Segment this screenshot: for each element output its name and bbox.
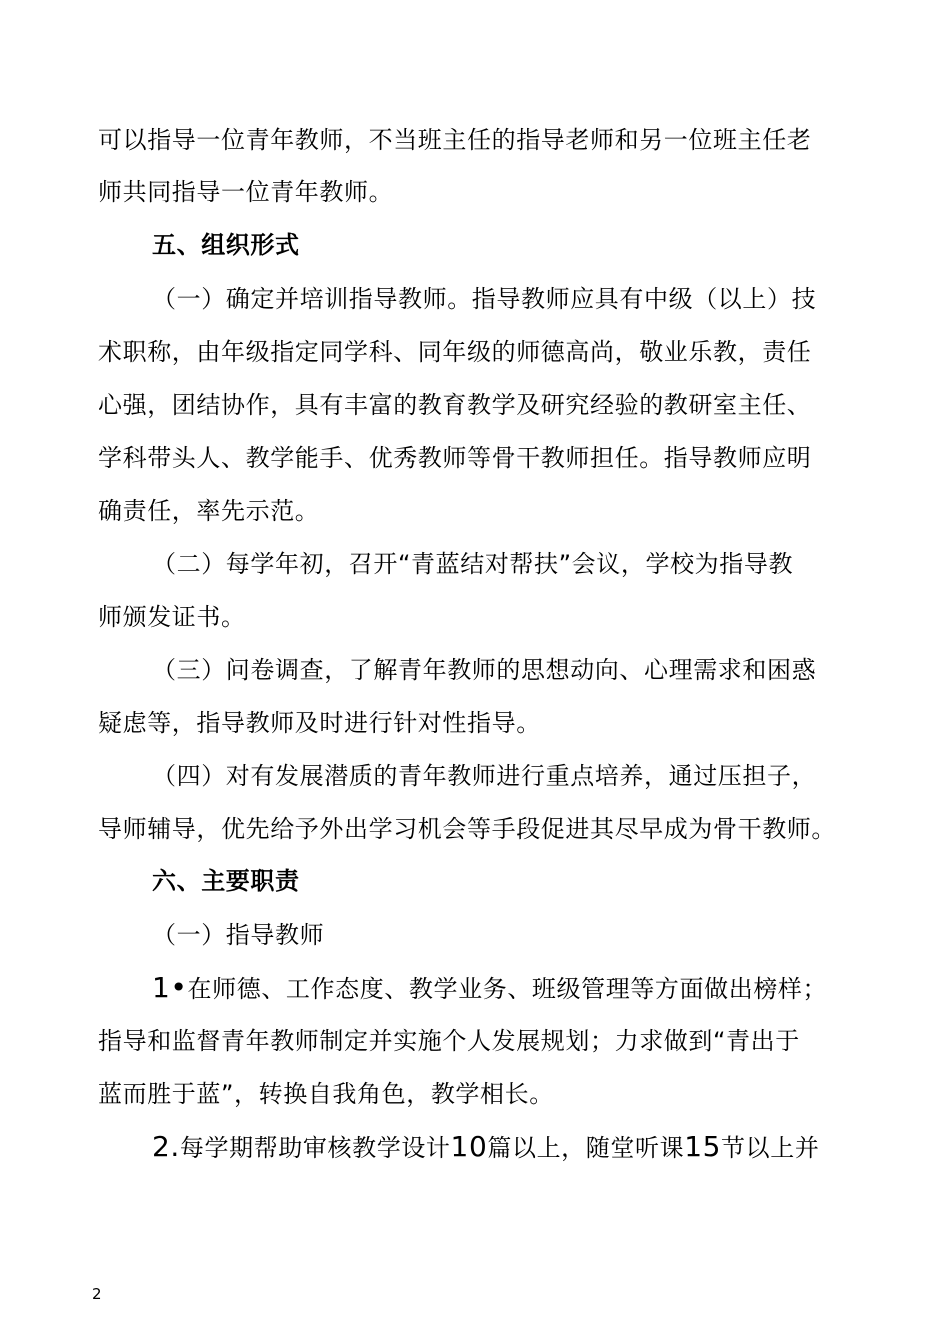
paragraph-line: 确责任，率先示范。 bbox=[98, 497, 320, 525]
paragraph-line: （四）对有发展潜质的青年教师进行重点培养，通过压担子， bbox=[152, 762, 817, 790]
paragraph-line: 指导和监督青年教师制定并实施个人发展规划；力求做到“青出于 bbox=[98, 1027, 800, 1055]
list-item-text: 在师德、工作态度、教学业务、班级管理等方面做出榜样； bbox=[187, 975, 828, 1003]
subsection-heading: （一）指导教师 bbox=[152, 921, 325, 949]
paragraph-line: （三）问卷调查，了解青年教师的思想动向、心理需求和困惑 bbox=[152, 656, 817, 684]
inline-number: 15 bbox=[684, 1130, 722, 1163]
paragraph-line: （一）确定并培训指导教师。指导教师应具有中级（以上）技 bbox=[152, 285, 817, 313]
section-heading-organization: 五、组织形式 bbox=[152, 231, 300, 259]
list-item-text: 篇以上，随堂听课 bbox=[487, 1134, 685, 1162]
list-number: 2. bbox=[152, 1130, 180, 1163]
paragraph-line: 可以指导一位青年教师，不当班主任的指导老师和另一位班主任老 bbox=[98, 126, 812, 154]
inline-number: 10 bbox=[450, 1130, 488, 1163]
paragraph-line: 心强，团结协作，具有丰富的教育教学及研究经验的教研室主任、 bbox=[98, 391, 812, 419]
list-item-1 bbox=[152, 971, 827, 1006]
page-number: 2 bbox=[92, 1285, 102, 1303]
list-item-text: 节以上并 bbox=[721, 1134, 820, 1162]
paragraph-line: 师颁发证书。 bbox=[98, 603, 246, 631]
section-heading-duties: 六、主要职责 bbox=[152, 867, 300, 895]
paragraph-line: （二）每学年初，召开“青蓝结对帮扶”会议，学校为指导教 bbox=[152, 550, 794, 578]
paragraph-line: 蓝而胜于蓝”，转换自我角色，教学相长。 bbox=[98, 1080, 554, 1108]
paragraph-line: 导师辅导，优先给予外出学习机会等手段促进其尽早成为骨干教师。 bbox=[98, 815, 836, 843]
list-item-2 bbox=[152, 1130, 819, 1165]
paragraph-line: 师共同指导一位青年教师。 bbox=[98, 178, 394, 206]
list-item-text: 每学期帮助审核教学设计 bbox=[179, 1134, 451, 1162]
paragraph-line: 学科带头人、教学能手、优秀教师等骨干教师担任。指导教师应明 bbox=[98, 444, 812, 472]
paragraph-line: 疑虑等，指导教师及时进行针对性指导。 bbox=[98, 709, 541, 737]
list-number: 1• bbox=[152, 971, 188, 1004]
paragraph-line: 术职称，由年级指定同学科、同年级的师德高尚，敬业乐教，责任 bbox=[98, 338, 812, 366]
